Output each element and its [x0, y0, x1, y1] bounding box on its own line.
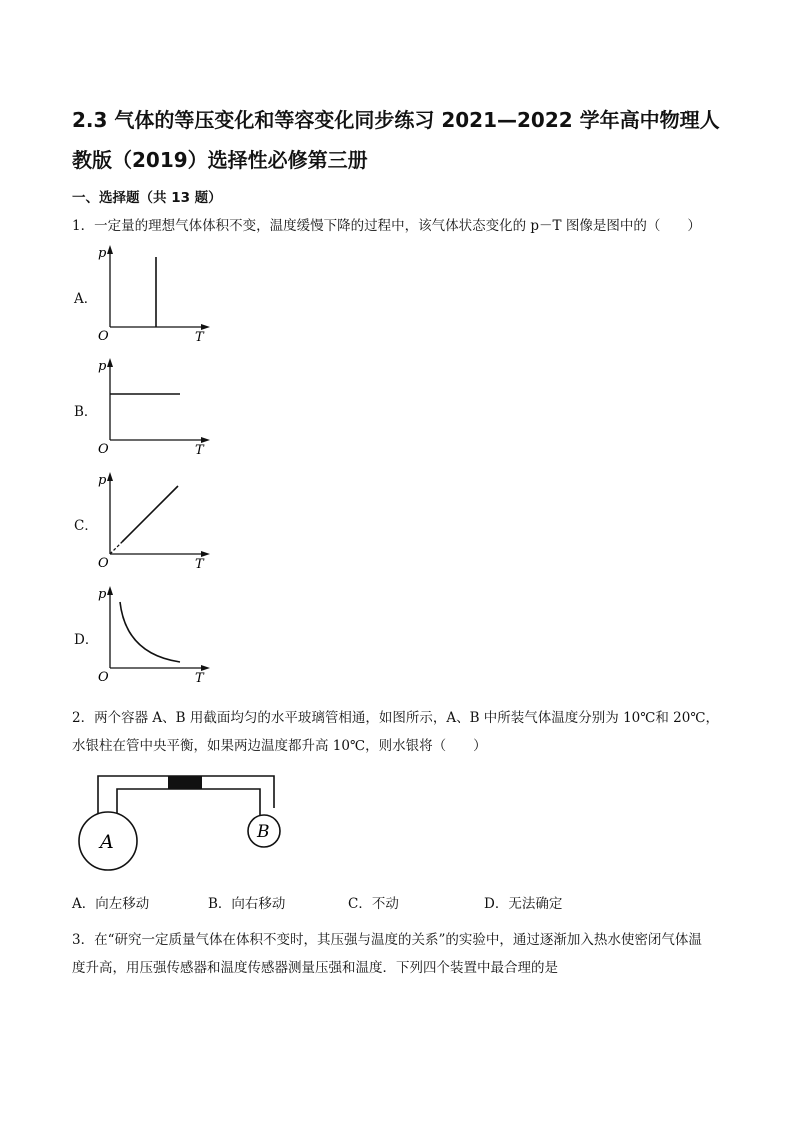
origin-label: O [98, 556, 109, 570]
t-axis-label: T [195, 443, 204, 456]
question-2-line-1: 2．两个容器 A、B 用截面均匀的水平玻璃管相通，如图所示，A、B 中所装气体温度分别为 10℃和 20℃， [72, 710, 719, 726]
bulb-b-label: B [257, 822, 270, 842]
p-axis-label: p [98, 587, 107, 602]
q2-choice-a: A．向左移动 [72, 896, 150, 912]
q2-choice-d: D．无法确定 [484, 896, 563, 912]
origin-label: O [98, 670, 109, 684]
q1-option-a-graph [88, 243, 218, 343]
q1-option-b-label: B． [74, 404, 98, 420]
t-axis-label: T [195, 330, 204, 343]
p-axis-label: p [98, 359, 107, 374]
title-line-2: 教版（2019）选择性必修第三册 [72, 148, 368, 172]
title-line-1: 2.3 气体的等压变化和等容变化同步练习 2021—2022 学年高中物理人 [72, 108, 720, 132]
t-axis-label: T [195, 671, 204, 684]
question-3-line-2: 度升高，用压强传感器和温度传感器测量压强和温度．下列四个装置中最合理的是 [72, 960, 558, 976]
q1-option-c-graph [88, 470, 218, 570]
p-axis-label: p [98, 473, 107, 488]
q1-option-d-graph [88, 584, 218, 684]
q2-choice-c: C．不动 [348, 896, 399, 912]
question-1-text: 1．一定量的理想气体体积不变，温度缓慢下降的过程中，该气体状态变化的 p－T 图像是图中的（ ） [72, 218, 701, 234]
q2-choice-b: B．向右移动 [208, 896, 286, 912]
bulb-a-label: A [100, 831, 114, 853]
p-axis-label: p [98, 246, 107, 261]
q2-tube-figure [72, 768, 292, 886]
question-2-text [72, 704, 732, 760]
document-title [72, 100, 732, 180]
origin-label: O [98, 442, 109, 456]
q1-option-a-label: A． [74, 291, 98, 307]
section-heading: 一、选择题（共 13 题） [72, 190, 222, 206]
q1-option-d-label: D． [74, 632, 99, 648]
origin-label: O [98, 329, 109, 343]
q1-option-c-label: C． [74, 518, 98, 534]
t-axis-label: T [195, 557, 204, 570]
question-2-line-2: 水银柱在管中央平衡，如果两边温度都升高 10℃，则水银将（ ） [72, 738, 487, 754]
question-3-line-1: 3．在“研究一定质量气体在体积不变时，其压强与温度的关系”的实验中，通过逐渐加入热水使密闭气体温 [72, 932, 702, 948]
q1-option-b-graph [88, 356, 218, 456]
question-3-text [72, 926, 732, 982]
q2-choices [72, 892, 732, 914]
mercury-column [168, 776, 202, 789]
